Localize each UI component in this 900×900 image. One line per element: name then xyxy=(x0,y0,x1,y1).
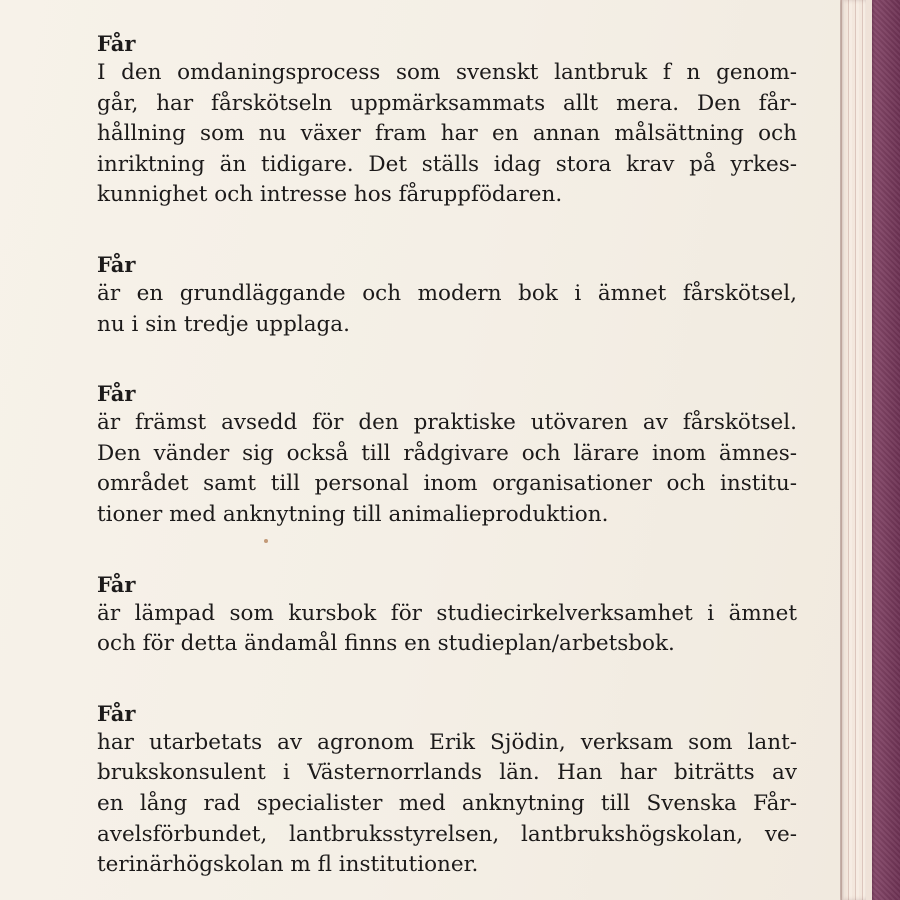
text-line: kunnighet och intresse hos fåruppfödaren. xyxy=(97,182,563,208)
text-line: terinärhögskolan m fl institutioner. xyxy=(97,852,479,878)
text-line: inriktning än tidigare. Det ställs idag stora krav på yrkes- xyxy=(97,151,797,177)
text-line: avelsförbundet, lantbruksstyrelsen, lantbrukshögskolan, ve- xyxy=(97,821,797,847)
text-line: är främst avsedd för den praktiske utövaren av fårskötsel. xyxy=(97,410,797,436)
text-line: har utarbetats av agronom Erik Sjödin, verksam som lant- xyxy=(97,729,797,755)
text-line: I den omdaningsprocess som svenskt lantbruk f n genom- xyxy=(97,60,797,85)
text-line: är lämpad som kursbok för studiecirkelverksamhet i ämnet xyxy=(97,600,797,626)
section-1 xyxy=(97,30,797,211)
section-heading: Får xyxy=(97,381,136,407)
text-line: en lång rad specialister med anknytning till Svenska Får- xyxy=(97,790,797,816)
section-heading: Får xyxy=(97,31,136,56)
section-3 xyxy=(97,380,797,530)
section-heading: Får xyxy=(97,700,136,726)
text-line: området samt till personal inom organisationer och institu- xyxy=(97,471,797,497)
text-block xyxy=(97,30,797,900)
text-line: hållning som nu växer fram har en annan målsättning och xyxy=(97,121,797,147)
text-line: är en grundläggande och modern bok i ämnet fårskötsel, xyxy=(97,280,797,306)
book-cover-edge xyxy=(866,0,872,900)
text-line: och för detta ändamål finns en studieplan/arbetsbok. xyxy=(97,631,675,657)
text-line: Den vänder sig också till rådgivare och lärare inom ämnes- xyxy=(97,440,797,466)
purple-cloth-background xyxy=(870,0,900,900)
section-heading: Får xyxy=(97,251,136,277)
section-5 xyxy=(97,700,797,881)
section-heading: Får xyxy=(97,571,136,597)
section-2 xyxy=(97,251,797,340)
section-4 xyxy=(97,571,797,660)
text-line: går, har fårskötseln uppmärksammats allt mera. Den får- xyxy=(97,90,797,116)
text-line: brukskonsulent i Västernorrlands län. Han har biträtts av xyxy=(97,760,797,786)
text-line: tioner med anknytning till animalieproduktion. xyxy=(97,501,609,527)
text-line: nu i sin tredje upplaga. xyxy=(97,311,350,337)
